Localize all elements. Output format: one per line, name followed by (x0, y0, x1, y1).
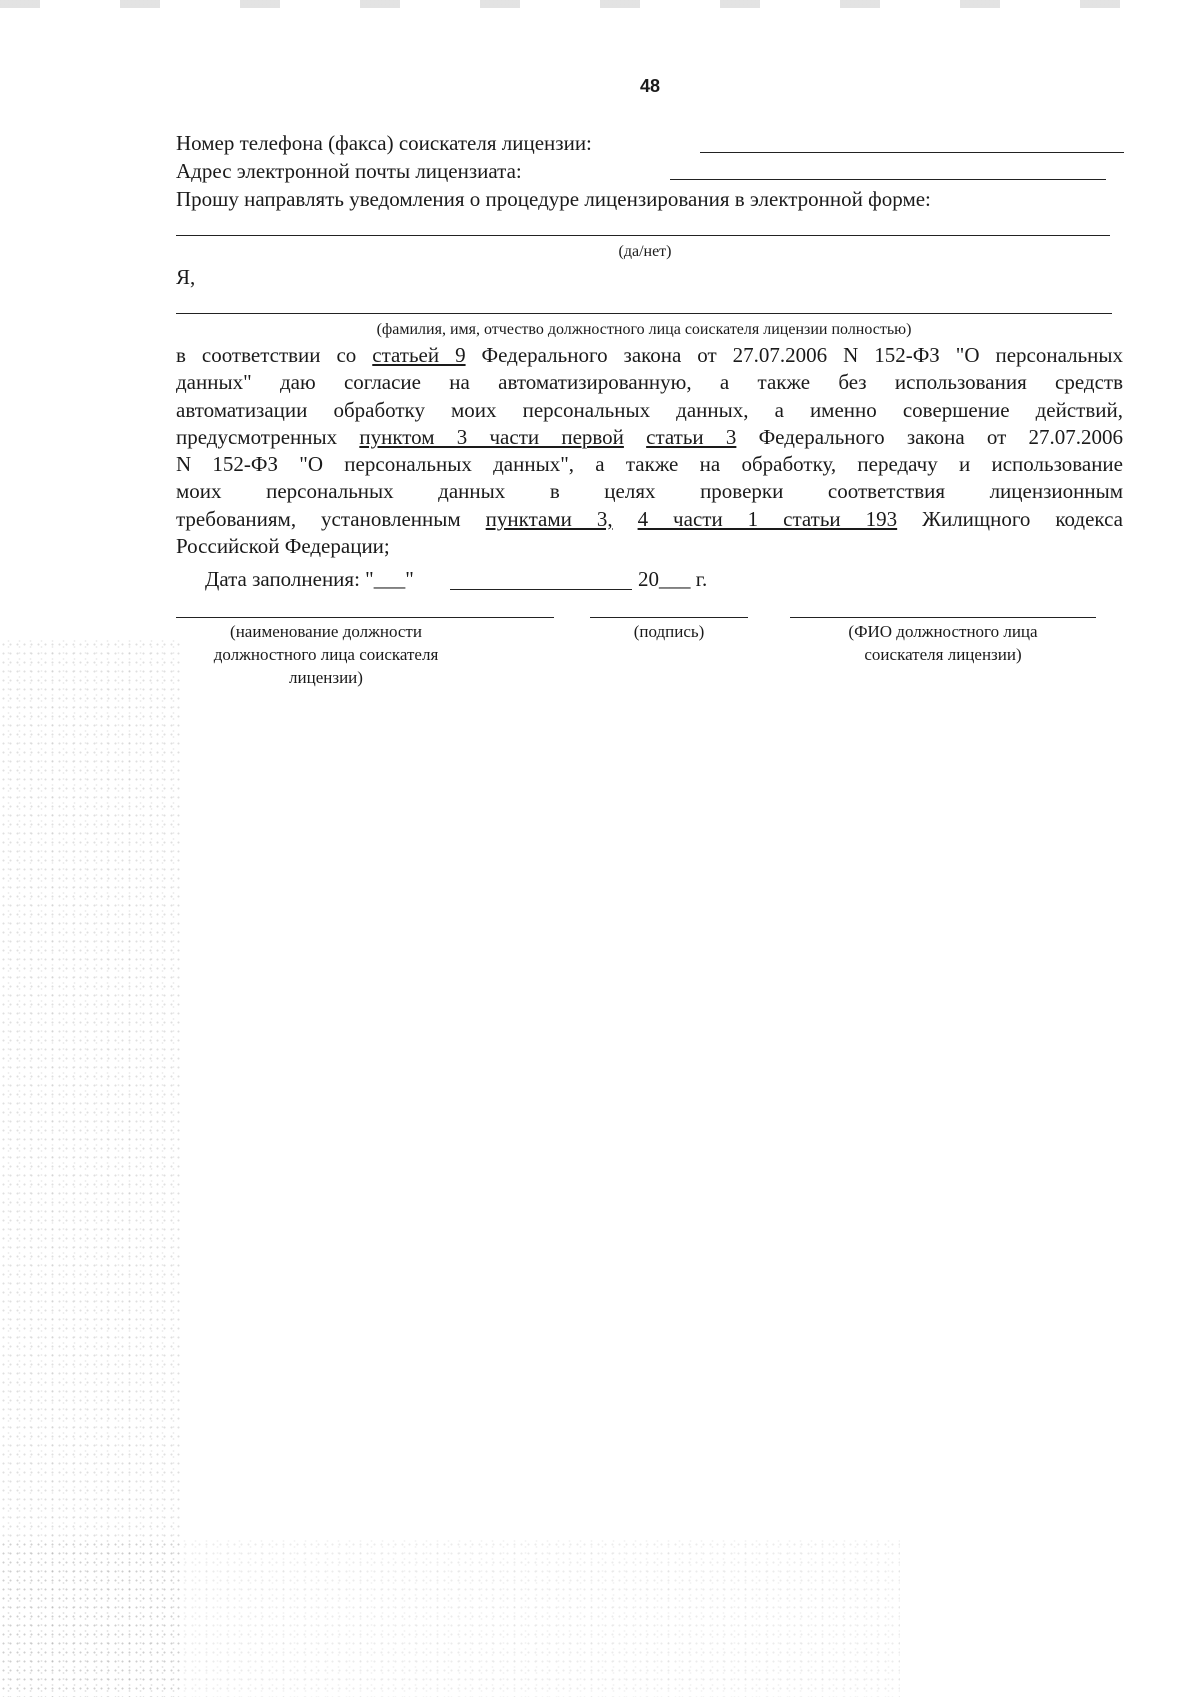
fio-field-line[interactable] (790, 617, 1096, 618)
consent-line: в соответствии со статьей 9 Федерального закона от 27.07.2006 N 152-ФЗ "О персональных (176, 343, 1123, 367)
signature-caption: (подпись) (633, 622, 705, 641)
law-link[interactable]: статьи 3 (646, 424, 737, 449)
consent-text (176, 342, 1123, 560)
email-label: Адрес электронной почты лицензиата: (176, 159, 522, 183)
phone-label: Номер телефона (факса) соискателя лицензии: (176, 131, 592, 155)
consent-line: требованиям, установленным пунктами 3, 4 части 1 статьи 193 Жилищного кодекса (176, 506, 1123, 531)
consent-line: автоматизации обработку моих персональных данных, а именно совершение действий, (176, 397, 1123, 422)
law-link[interactable]: 4 части 1 статьи 193 (637, 506, 898, 531)
law-link[interactable]: статьей 9 (372, 343, 466, 367)
name-caption: (фамилия, имя, отчество должностного лица соискателя лицензии полностью) (376, 321, 912, 338)
consent-line: данных" даю согласие на автоматизированную, а также без использования средств (176, 370, 1123, 395)
name-field-line[interactable] (176, 313, 1112, 314)
i-label: Я, (176, 265, 196, 289)
law-link[interactable]: пунктами 3, (485, 506, 613, 531)
fio-caption: (ФИО должностного лица соискателя лицензии) (848, 622, 1038, 664)
page-number: 48 (640, 76, 661, 96)
consent-line: Российской Федерации; (176, 534, 390, 559)
consent-line: моих персональных данных в целях проверки соответствия лицензионным (176, 479, 1123, 504)
scan-noise-left (0, 640, 180, 1697)
position-field-line[interactable] (176, 617, 554, 618)
date-year-label: 20___ г. (638, 567, 708, 591)
phone-field-line[interactable] (700, 152, 1124, 153)
notify-label: Прошу направлять уведомления о процедуре лицензирования в электронной форме: (176, 187, 931, 211)
notify-caption: (да/нет) (618, 243, 672, 260)
date-label: Дата заполнения: "___" (205, 567, 414, 591)
scan-noise-bottom (0, 1540, 900, 1697)
consent-line: предусмотренных пунктом 3 части первой статьи 3 Федерального закона от 27.07.2006 (176, 424, 1123, 449)
law-link[interactable]: пунктом 3 части первой (359, 424, 624, 449)
date-month-field-line[interactable] (450, 589, 632, 590)
position-caption: (наименование должности должностного лица соискателя лицензии) (213, 622, 439, 687)
notify-field-line[interactable] (176, 235, 1110, 236)
consent-line: N 152-ФЗ "О персональных данных", а также на обработку, передачу и использование (176, 452, 1123, 477)
signature-field-line[interactable] (590, 617, 748, 618)
scan-artifact-top (0, 0, 1200, 8)
email-field-line[interactable] (670, 179, 1106, 180)
